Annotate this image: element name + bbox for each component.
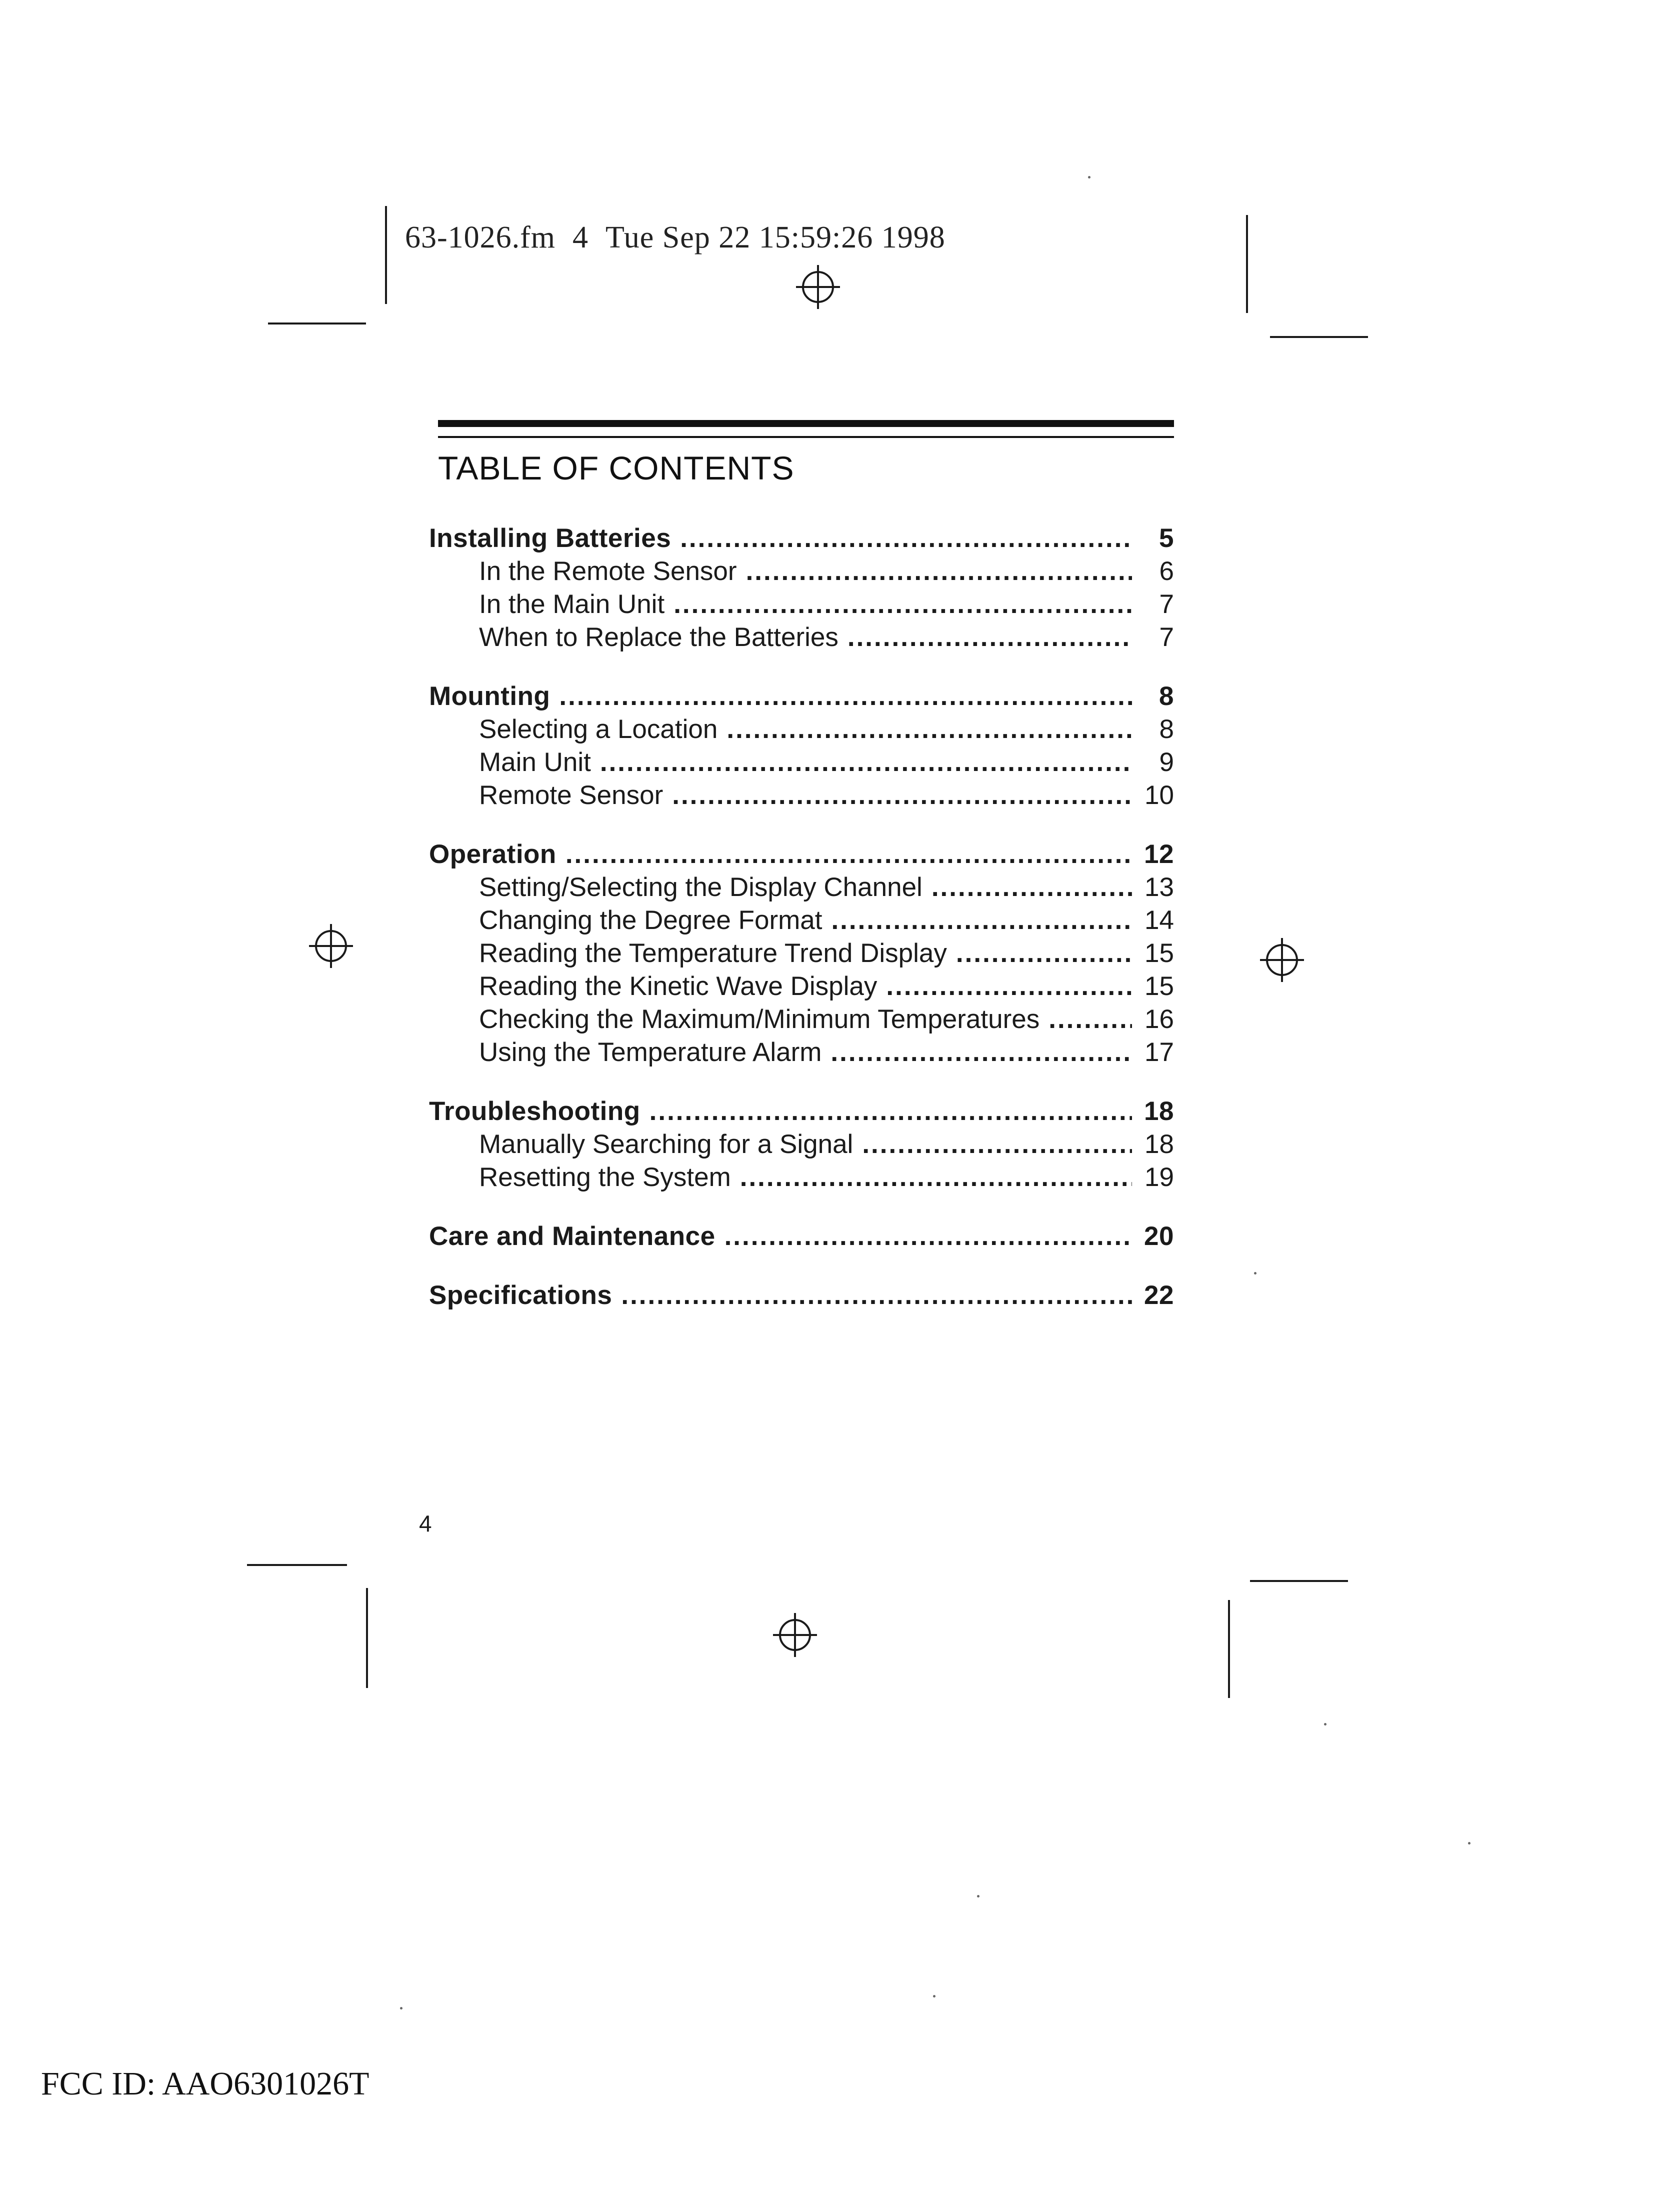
crop-mark-bottom-right-horizontal [1250, 1580, 1348, 1582]
toc-entry-label: Changing the Degree Format [479, 906, 822, 935]
scan-speck [1254, 1272, 1256, 1274]
toc-entry [429, 1004, 1174, 1037]
toc-section-heading [429, 1096, 1174, 1129]
registration-mark-right-icon [1257, 935, 1307, 985]
toc-entry-page: 18 [1144, 1130, 1174, 1159]
toc-entry [429, 971, 1174, 1004]
toc-entry [429, 714, 1174, 747]
registration-mark-left-icon [306, 921, 356, 971]
toc-leader-dots [886, 971, 1132, 1002]
toc-entry-label: Selecting a Location [479, 714, 718, 744]
file-stamp-filename: 63-1026.fm [405, 220, 556, 254]
toc-section-label: Specifications [429, 1280, 612, 1310]
toc-entry-label: Checking the Maximum/Minimum Temperatures [479, 1004, 1040, 1034]
toc-entry-label: In the Main Unit [479, 590, 665, 619]
toc-section [429, 1221, 1174, 1254]
toc-leader-dots [862, 1129, 1132, 1160]
toc-leader-dots [746, 556, 1132, 586]
fcc-id-label: FCC ID: AAO6301026T [41, 2066, 370, 2102]
toc-entry [429, 1037, 1174, 1070]
toc-section-heading [429, 839, 1174, 872]
toc-section-page: 20 [1144, 1222, 1174, 1251]
toc-section [429, 1280, 1174, 1313]
toc-entry [429, 938, 1174, 971]
toc-leader-dots [830, 1037, 1132, 1068]
toc-entry-label: Main Unit [479, 748, 591, 777]
toc-entry-page: 13 [1144, 872, 1174, 902]
scan-speck [933, 1995, 936, 1998]
toc-section-page: 12 [1144, 840, 1174, 869]
toc-leader-dots [674, 589, 1132, 620]
toc-section [429, 681, 1174, 813]
page-number: 4 [419, 1510, 432, 1536]
toc-leader-dots [1048, 1004, 1132, 1034]
toc-leader-dots [672, 780, 1132, 810]
toc-entry-page: 19 [1144, 1162, 1174, 1192]
crop-mark-bottom-right-vertical [1228, 1600, 1230, 1698]
crop-mark-top-left-vertical [385, 206, 387, 304]
table-of-contents [429, 523, 1174, 1339]
crop-mark-bottom-left-vertical [366, 1588, 368, 1688]
scan-speck [1088, 176, 1090, 178]
scan-speck [977, 1895, 980, 1898]
toc-entry [429, 589, 1174, 622]
crop-mark-top-right-horizontal [1270, 336, 1368, 338]
toc-section-page: 22 [1144, 1280, 1174, 1310]
toc-leader-dots [932, 872, 1132, 902]
toc-section-heading [429, 1221, 1174, 1254]
toc-leader-dots [566, 839, 1132, 870]
toc-entry-page: 14 [1144, 906, 1174, 935]
toc-leader-dots [848, 622, 1132, 652]
toc-entry-page: 17 [1144, 1038, 1174, 1067]
toc-section-heading [429, 1280, 1174, 1313]
toc-entry-page: 15 [1144, 972, 1174, 1001]
toc-entry [429, 1162, 1174, 1195]
toc-leader-dots [559, 681, 1132, 712]
toc-entry-page: 7 [1159, 622, 1174, 652]
title-rule-thick [438, 420, 1174, 427]
toc-section-heading [429, 681, 1174, 714]
toc-leader-dots [740, 1162, 1132, 1192]
toc-leader-dots [680, 523, 1132, 554]
toc-entry-label: Resetting the System [479, 1162, 731, 1192]
toc-section-page: 5 [1159, 524, 1174, 553]
scan-speck [1324, 1723, 1326, 1726]
toc-section [429, 523, 1174, 655]
toc-entry [429, 780, 1174, 813]
toc-entry-page: 10 [1144, 780, 1174, 810]
toc-section [429, 839, 1174, 1070]
toc-entry-label: Reading the Temperature Trend Display [479, 938, 947, 968]
file-stamp [405, 220, 946, 256]
toc-section-label: Troubleshooting [429, 1096, 640, 1126]
toc-entry-label: Using the Temperature Alarm [479, 1038, 822, 1067]
toc-leader-dots [724, 1221, 1132, 1252]
page-title: TABLE OF CONTENTS [438, 450, 794, 486]
toc-section-page: 18 [1144, 1096, 1174, 1126]
registration-mark-top-icon [793, 262, 843, 312]
toc-entry-page: 9 [1159, 748, 1174, 777]
toc-entry [429, 556, 1174, 589]
toc-entry [429, 905, 1174, 938]
toc-entry-page: 15 [1144, 938, 1174, 968]
crop-mark-top-right-vertical [1246, 215, 1248, 313]
toc-entry-label: In the Remote Sensor [479, 556, 737, 586]
toc-entry-page: 8 [1159, 714, 1174, 744]
toc-entry-page: 6 [1159, 556, 1174, 586]
registration-mark-bottom-icon [770, 1610, 820, 1660]
toc-section-label: Care and Maintenance [429, 1222, 716, 1251]
crop-mark-top-left-horizontal [268, 322, 366, 324]
toc-leader-dots [650, 1096, 1132, 1126]
toc-leader-dots [621, 1280, 1132, 1310]
toc-section [429, 1096, 1174, 1195]
scan-speck [400, 2007, 402, 2010]
toc-entry-label: When to Replace the Batteries [479, 622, 838, 652]
toc-entry-label: Manually Searching for a Signal [479, 1130, 854, 1159]
toc-entry [429, 1129, 1174, 1162]
toc-entry-page: 7 [1159, 590, 1174, 619]
toc-entry-page: 16 [1144, 1004, 1174, 1034]
file-stamp-timestamp: Tue Sep 22 15:59:26 1998 [606, 220, 946, 254]
toc-section-label: Operation [429, 840, 556, 869]
toc-leader-dots [600, 747, 1132, 778]
toc-entry-label: Remote Sensor [479, 780, 664, 810]
toc-section-page: 8 [1159, 682, 1174, 711]
toc-section-heading [429, 523, 1174, 556]
toc-leader-dots [956, 938, 1132, 968]
toc-entry [429, 747, 1174, 780]
toc-entry-label: Setting/Selecting the Display Channel [479, 872, 922, 902]
title-rule-thin [438, 436, 1174, 438]
toc-leader-dots [831, 905, 1132, 936]
toc-leader-dots [726, 714, 1132, 744]
crop-mark-bottom-left-horizontal [247, 1564, 347, 1566]
toc-entry [429, 622, 1174, 655]
file-stamp-page: 4 [572, 220, 589, 254]
scan-speck [1468, 1842, 1470, 1844]
toc-entry-label: Reading the Kinetic Wave Display [479, 972, 878, 1001]
toc-section-label: Mounting [429, 682, 550, 711]
toc-entry [429, 872, 1174, 905]
toc-section-label: Installing Batteries [429, 524, 672, 553]
